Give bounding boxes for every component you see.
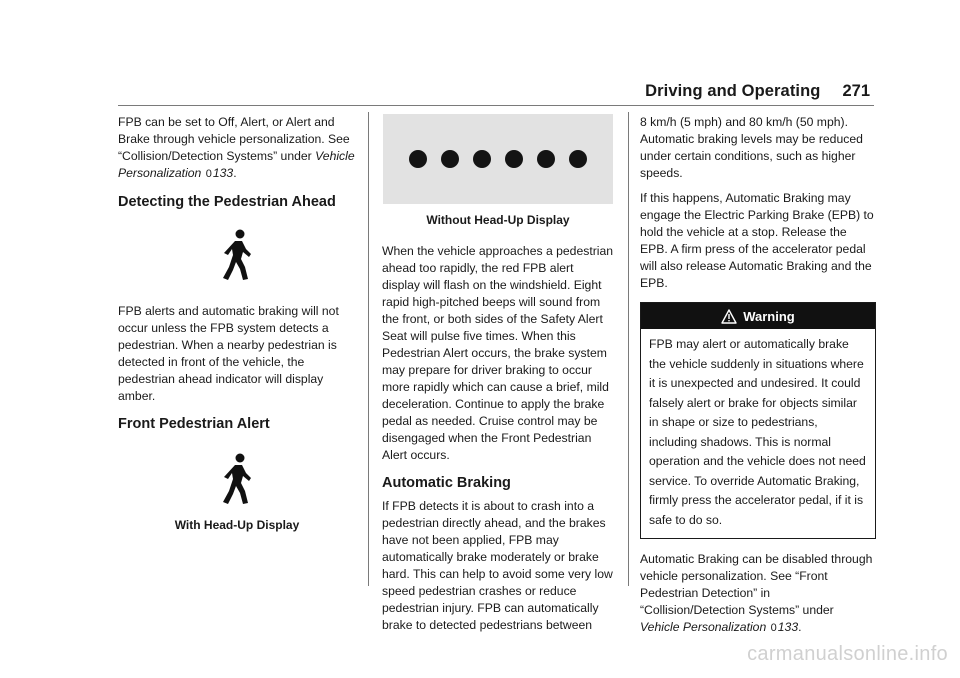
heading-automatic-braking: Automatic Braking: [382, 475, 511, 491]
alert-dot: [409, 150, 427, 168]
warning-box: [640, 302, 876, 539]
alert-dot: [537, 150, 555, 168]
heading-front-pedestrian-alert: Front Pedestrian Alert: [118, 416, 270, 432]
column-2: [382, 114, 614, 642]
xref-vehicle-personalization[interactable]: Vehicle Personalization: [640, 620, 767, 634]
paragraph-epb: If this happens, Automatic Braking may engage the Electric Parking Brake (EPB) to hold the vehicle at a stop. Release the EPB. A firm press of the accelerator pedal will also release Automatic Braking and the EPB.: [640, 191, 874, 290]
alert-dot: [473, 150, 491, 168]
page-ref-number[interactable]: 133: [212, 166, 234, 180]
heading-detecting-pedestrian: Detecting the Pedestrian Ahead: [118, 194, 336, 210]
column-divider-2: [628, 112, 629, 586]
pedestrian-icon: [221, 453, 253, 505]
paragraph-fpb-detection: FPB alerts and automatic braking will not occur unless the FPB system detects a pedestrian. When a nearby pedestrian is detected in front of the vehicle, the pedestrian ahead indicator will display amber.: [118, 304, 339, 403]
column-3: [640, 114, 876, 645]
alert-dot: [441, 150, 459, 168]
alert-dots-figure: [382, 114, 614, 204]
header-rule: [118, 105, 874, 106]
xref-vehicle-personalization[interactable]: Vehicle Personalization: [118, 149, 355, 180]
column-divider-1: [368, 112, 369, 586]
paragraph-disable-braking: Automatic Braking can be disabled through vehicle personalization. See “Front Pedestrian Detection” in “Collision/Detection Systems” under Vehicle Personalization 0133.: [640, 552, 873, 634]
warning-triangle-icon: [721, 309, 737, 324]
paragraph-alert-behavior: When the vehicle approaches a pedestrian ahead too rapidly, the red FPB alert display will flash on the windshield. Eight rapid high-pitched beeps will sound from the front, or both sides of the Safety Alert Seat will pulse five times. When this Pedestrian Alert occurs, the brake system may prepare for driver braking to occur more rapidly which can cause a brief, mild deceleration. Continue to apply the brake pedal as needed. Cruise control may be disengaged when the Front Pedestrian Alert occurs.: [382, 244, 614, 462]
alert-dot: [569, 150, 587, 168]
page-ref-symbol: 0: [205, 168, 212, 180]
pedestrian-icon: [221, 229, 253, 281]
pedestrian-ahead-figure: [118, 227, 356, 283]
watermark: carmanualsonline.info: [747, 643, 948, 665]
section-title: Driving and Operating: [645, 82, 821, 100]
page-header: [645, 82, 870, 101]
figure-caption-with-hud: With Head-Up Display: [174, 518, 300, 532]
paragraph-automatic-braking: If FPB detects it is about to crash into a pedestrian directly ahead, and the brakes have not been applied, FPB may automatically brake moderately or brake hard. This can help to avoid some very low speed pedestrian crashes or reduce pedestrian injury. FPB can automatically brake to detected pedestrians between: [382, 499, 613, 632]
column-1: [118, 114, 356, 534]
warning-title: Warning: [743, 308, 795, 324]
alert-display-panel: [383, 114, 613, 204]
page-ref-number[interactable]: 133: [777, 620, 799, 634]
alert-dot: [505, 150, 523, 168]
hud-figure: [118, 451, 356, 507]
warning-text: FPB may alert or automatically brake the vehicle suddenly in situations where it is unexpected and undesired. It could falsely alert or brake for objects similar in shape or size to pedestrians, including shadows. This is normal operation and the vehicle does not need service. To override Automatic Braking, firmly press the accelerator pedal, if it is safe to do so.: [649, 337, 866, 527]
paragraph-fpb-settings: FPB can be set to Off, Alert, or Alert and Brake through vehicle personalization. See “Collision/Detection Systems” under Vehicle Personalization 0133.: [118, 115, 355, 180]
warning-header: [641, 303, 875, 329]
figure-caption-without-hud: Without Head-Up Display: [426, 213, 570, 227]
paragraph-speed-range: 8 km/h (5 mph) and 80 km/h (50 mph). Automatic braking levels may be reduced under certain conditions, such as higher speeds.: [640, 115, 863, 180]
page-number: 271: [842, 82, 870, 100]
page-ref-symbol: 0: [770, 622, 777, 634]
